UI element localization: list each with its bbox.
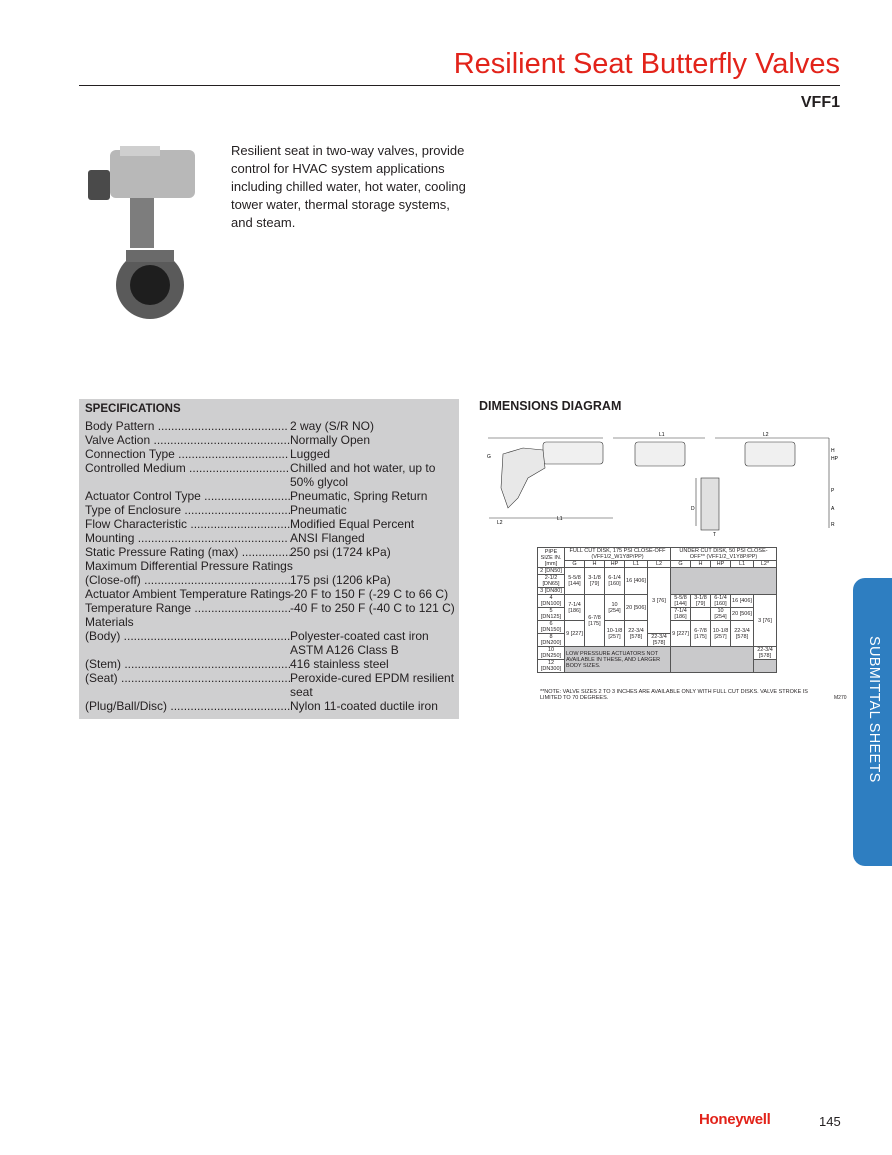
valve-photo — [80, 140, 198, 324]
spec-label: Temperature Range ............................. — [85, 601, 292, 615]
spec-row — [85, 615, 457, 629]
specifications-panel — [79, 399, 459, 719]
unavailable-cell — [671, 647, 754, 673]
label-l2: L2 — [763, 432, 769, 438]
table-cell: 6-1/4 [160] — [605, 568, 625, 595]
header-rule — [79, 85, 840, 86]
label-l1: L1 — [659, 432, 665, 438]
col-header: HP — [711, 561, 731, 568]
spec-value: 2 way (S/R NO) — [290, 419, 375, 433]
table-cell: 20 [506] — [625, 595, 648, 621]
spec-value: ASTM A126 Class B — [290, 643, 399, 657]
size-cell: 4 [DN100] — [538, 595, 565, 608]
spec-row — [85, 489, 457, 503]
spec-label: Flow Characteristic .............................. — [85, 517, 291, 531]
size-cell: 6 [DN150] — [538, 621, 565, 634]
label-d: D — [691, 506, 695, 512]
spec-row — [85, 545, 457, 559]
spec-value: Lugged — [290, 447, 331, 461]
table-cell: 5-5/8 [144] — [671, 595, 691, 608]
spec-value: Polyester-coated cast iron — [290, 629, 429, 643]
table-row — [538, 647, 777, 660]
spec-value: 250 psi (1724 kPa) — [290, 545, 391, 559]
table-cell: 3 [76] — [648, 568, 671, 634]
spec-value: Normally Open — [290, 433, 371, 447]
size-cell: 8 [DN200] — [538, 634, 565, 647]
table-cell: 6-1/4 [160] — [711, 595, 731, 608]
specifications-heading: SPECIFICATIONS — [85, 403, 181, 415]
spec-row — [85, 671, 457, 685]
col-header: G — [565, 561, 585, 568]
spec-value: Pneumatic — [290, 503, 347, 517]
table-cell: 10-1/8 [257] — [605, 621, 625, 647]
spec-label: Connection Type ................................. — [85, 447, 289, 461]
spec-label: Controlled Medium .............................. — [85, 461, 290, 475]
table-cell: 3-1/8 [79] — [691, 595, 711, 608]
spec-value: -40 F to 250 F (-40 C to 121 C) — [290, 601, 455, 615]
spec-value: Peroxide-cured EPDM resilient — [290, 671, 455, 685]
spec-row — [85, 461, 457, 475]
page-title: Resilient Seat Butterfly Valves — [453, 48, 840, 80]
under-cut-header: UNDER CUT DISK, 50 PSI CLOSE-OFF** (VFF1/2_V1Y8P/PP) — [671, 548, 777, 561]
table-cell: 22-3/4 [578] — [648, 634, 671, 647]
spec-row — [85, 657, 457, 671]
label-t: T — [713, 532, 717, 538]
spec-value: ANSI Flanged — [290, 531, 365, 545]
label-g: G — [487, 454, 491, 460]
unavailable-cell — [671, 568, 777, 595]
col-header: L1 — [731, 561, 754, 568]
dimensions-note: **NOTE: VALVE SIZES 2 TO 3 INCHES ARE AVAILABLE ONLY WITH FULL CUT DISKS. VALVE STROKE IS LIMITED TO 70 DEGREES. — [540, 689, 808, 701]
spec-label: Body Pattern ....................................... — [85, 419, 288, 433]
spec-row — [85, 587, 457, 601]
table-cell: 7-1/4 [186] — [565, 595, 585, 621]
spec-value: seat — [290, 685, 313, 699]
spec-label: (Seat) ................................................... — [85, 671, 292, 685]
spec-value: 416 stainless steel — [290, 657, 389, 671]
dimensions-heading: DIMENSIONS DIAGRAM — [479, 399, 622, 413]
spec-value: Chilled and hot water, up to — [290, 461, 436, 475]
table-cell: 9 [227] — [671, 621, 691, 647]
table-row — [538, 568, 777, 575]
side-tab-label: SUBMITTAL SHEETS — [866, 636, 882, 783]
table-cell: 7-1/4 [186] — [671, 608, 691, 621]
table-cell: 6-7/8 [175] — [585, 595, 605, 647]
honeywell-logo: Honeywell — [699, 1111, 771, 1128]
table-cell: 10 [254] — [605, 595, 625, 621]
spec-value: Modified Equal Percent — [290, 517, 415, 531]
table-cell: 10-1/8 [257] — [711, 621, 731, 647]
table-cell: 22-3/4 [578] — [731, 621, 754, 647]
low-pressure-note: LOW PRESSURE ACTUATORS NOT AVAILABLE IN THESE, AND LARGER BODY SIZES. — [565, 647, 671, 673]
spec-label: (Close-off) ............................................ — [85, 573, 291, 587]
spec-row — [85, 573, 457, 587]
spec-value: 175 psi (1206 kPa) — [290, 573, 391, 587]
table-cell: 22-3/4 [578] — [754, 647, 777, 660]
drawing-code: M270 — [834, 695, 847, 701]
table-cell: 10 [254] — [711, 608, 731, 621]
col-header: L2 — [648, 561, 671, 568]
spec-label: Actuator Control Type .......................... — [85, 489, 291, 503]
table-cell: 5-5/8 [144] — [565, 568, 585, 595]
pipe-size-header: PIPE SIZE IN. [mm] — [538, 548, 565, 568]
col-header: HP — [605, 561, 625, 568]
col-header: G — [671, 561, 691, 568]
spec-row — [85, 503, 457, 517]
col-header: L2* — [754, 561, 777, 568]
spec-label: (Plug/Ball/Disc) .................................... — [85, 699, 291, 713]
label-p: P — [831, 488, 835, 494]
spec-row — [85, 447, 457, 461]
spec-label: Type of Enclosure ................................ — [85, 503, 292, 517]
spec-label: Maximum Differential Pressure Ratings — [85, 559, 293, 573]
spec-label: (Stem) .................................................. — [85, 657, 292, 671]
table-cell: 3-1/8 [79] — [585, 568, 605, 595]
table-cell: 9 [227] — [565, 621, 585, 647]
size-cell: 2 [DN50] — [538, 568, 565, 575]
table-cell — [691, 608, 711, 621]
col-header: L1 — [625, 561, 648, 568]
spec-row — [85, 699, 457, 713]
size-cell: 5 [DN125] — [538, 608, 565, 621]
spec-label: Mounting ............................................. — [85, 531, 288, 545]
table-cell: 3 [76] — [754, 595, 777, 647]
spec-value: Nylon 11-coated ductile iron — [290, 699, 438, 713]
spec-row — [85, 601, 457, 615]
table-cell: 16 [406] — [625, 568, 648, 595]
size-cell: 10 [DN250] — [538, 647, 565, 660]
model-number: VFF1 — [800, 94, 840, 111]
label-hp: HP — [831, 456, 838, 462]
col-header: H — [585, 561, 605, 568]
spec-label: Static Pressure Rating (max) ............... — [85, 545, 292, 559]
spec-label: Valve Action ......................................... — [85, 433, 291, 447]
col-header: H — [691, 561, 711, 568]
table-cell: 22-3/4 [578] — [625, 621, 648, 647]
spec-row — [85, 559, 457, 573]
spec-label: (Body) .................................................. — [85, 629, 291, 643]
label-r: R — [831, 522, 835, 528]
spec-row — [85, 629, 457, 643]
spec-value: -20 F to 150 F (-29 C to 66 C) — [290, 587, 449, 601]
spec-value: 50% glycol — [290, 475, 349, 489]
dimensions-diagram — [483, 428, 843, 538]
intro-text: Resilient seat in two-way valves, provide control for HVAC system applications including chilled water, hot water, cooling tower water, thermal storage systems, and steam. — [231, 143, 466, 230]
unavailable-cell — [754, 660, 777, 673]
label-l1-bottom: L1 — [557, 516, 563, 522]
label-h: H — [831, 448, 835, 454]
size-cell: 2-1/2 [DN65] — [538, 575, 565, 588]
spec-row — [85, 531, 457, 545]
spec-row — [85, 433, 457, 447]
spec-value: Pneumatic, Spring Return — [290, 489, 428, 503]
size-cell: 3 [DN80] — [538, 588, 565, 595]
table-cell: 20 [506] — [731, 608, 754, 621]
spec-label: Actuator Ambient Temperature Ratings — [85, 587, 291, 601]
table-cell: 6-7/8 [175] — [691, 621, 711, 647]
label-l2-bottom: L2 — [497, 520, 503, 526]
spec-row — [85, 419, 457, 433]
full-cut-header: FULL CUT DISK, 175 PSI CLOSE-OFF (VFF1/2_W1Y8P/PP) — [565, 548, 671, 561]
page-number: 145 — [819, 1114, 841, 1129]
spec-row — [85, 517, 457, 531]
dimensions-table — [537, 547, 777, 673]
label-a: A — [831, 506, 835, 512]
table-cell: 16 [406] — [731, 595, 754, 608]
spec-label: Materials — [85, 615, 134, 629]
size-cell: 12 [DN300] — [538, 660, 565, 673]
